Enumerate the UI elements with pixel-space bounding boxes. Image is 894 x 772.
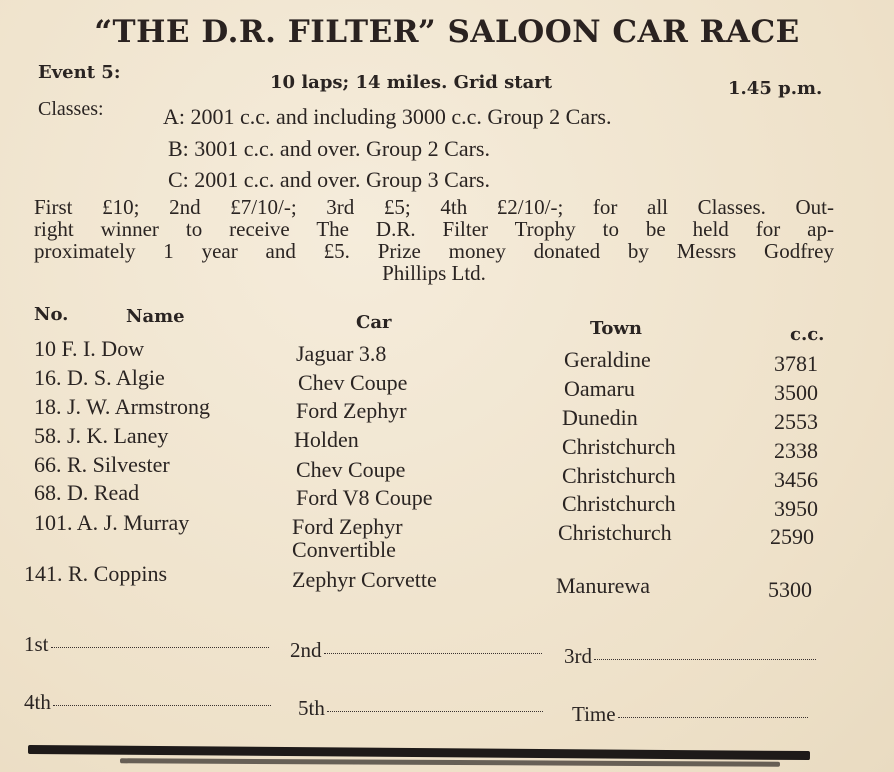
entry-cc: 2553 — [774, 409, 818, 434]
prize-line: First £10; 2nd £7/10/-; 3rd £5; 4th £2/10/-; for all Classes. Out- — [34, 195, 834, 219]
entry-number-name: 141. R. Coppins — [24, 561, 168, 586]
entry-town: Manurewa — [556, 573, 651, 598]
event-details: 10 laps; 14 miles. Grid start — [270, 72, 553, 93]
class-a: A: 2001 c.c. and including 3000 c.c. Group 2 Cars. — [163, 104, 612, 129]
classes-label: Classes: — [38, 98, 104, 120]
result-third-label: 3rd — [564, 644, 592, 668]
entry-town: Christchurch — [562, 491, 676, 516]
entry-car: Ford Zephyr — [296, 398, 407, 423]
result-time-line[interactable] — [618, 716, 808, 718]
result-third-line[interactable] — [594, 658, 816, 660]
event-label: Event 5: — [38, 62, 121, 83]
result-fourth — [24, 690, 271, 715]
entry-number-name: 101. A. J. Murray — [34, 510, 190, 535]
entry-town: Christchurch — [558, 520, 672, 545]
result-time-label: Time — [572, 702, 616, 726]
result-second — [290, 638, 542, 663]
header-no: No. — [34, 304, 69, 325]
entry-cc: 2338 — [774, 438, 818, 463]
entry-car: Chev Coupe — [298, 370, 408, 395]
entry-cc: 3456 — [774, 467, 818, 492]
result-fourth-label: 4th — [24, 690, 51, 714]
prize-line: proximately 1 year and £5. Prize money donated by Messrs Godfrey — [34, 239, 834, 263]
prize-line: Phillips Ltd. — [382, 261, 486, 285]
entry-town: Christchurch — [562, 434, 676, 459]
result-fifth-line[interactable] — [327, 710, 543, 712]
entry-town: Oamaru — [564, 376, 635, 401]
result-second-line[interactable] — [324, 652, 542, 654]
entry-car: Ford V8 Coupe — [296, 485, 433, 510]
bottom-rule-shadow — [120, 758, 780, 766]
header-name: Name — [126, 306, 185, 327]
page-title: “THE D.R. FILTER” SALOON CAR RACE — [94, 14, 800, 50]
entry-car: Ford Zephyr — [292, 514, 403, 539]
entry-town: Dunedin — [562, 405, 638, 430]
result-time — [572, 702, 808, 727]
entry-cc: 3500 — [774, 380, 818, 405]
entry-cc: 3950 — [774, 496, 818, 521]
entry-number-name: 10 F. I. Dow — [34, 336, 145, 361]
result-first-line[interactable] — [51, 646, 269, 648]
prize-paragraph — [34, 196, 834, 284]
class-b: B: 3001 c.c. and over. Group 2 Cars. — [168, 136, 490, 161]
entry-car: Holden — [294, 427, 359, 452]
entry-car: Jaguar 3.8 — [296, 341, 387, 366]
entry-number-name: 58. J. K. Laney — [34, 423, 169, 448]
entry-car-line2: Convertible — [292, 537, 396, 562]
result-first-label: 1st — [24, 632, 49, 656]
entry-cc: 5300 — [768, 577, 812, 602]
entry-number-name: 66. R. Silvester — [34, 452, 170, 477]
header-cc: c.c. — [790, 324, 825, 345]
entry-cc: 2590 — [770, 524, 814, 549]
entry-number-name: 16. D. S. Algie — [34, 365, 165, 390]
result-first — [24, 632, 269, 657]
class-c: C: 2001 c.c. and over. Group 3 Cars. — [168, 167, 490, 192]
header-town: Town — [590, 318, 642, 339]
entry-car: Chev Coupe — [296, 457, 406, 482]
result-second-label: 2nd — [290, 638, 322, 662]
result-fourth-line[interactable] — [53, 704, 271, 706]
result-fifth — [298, 696, 543, 721]
entry-number-name: 18. J. W. Armstrong — [34, 394, 211, 419]
entry-town: Christchurch — [562, 463, 676, 488]
entry-town: Geraldine — [564, 347, 651, 372]
entry-car: Zephyr Corvette — [292, 567, 437, 592]
event-time: 1.45 p.m. — [728, 78, 823, 99]
entry-number-name: 68. D. Read — [34, 480, 140, 505]
prize-line: right winner to receive The D.R. Filter Trophy to be held for ap- — [34, 217, 834, 241]
entry-cc: 3781 — [774, 351, 818, 376]
result-third — [564, 644, 816, 669]
result-fifth-label: 5th — [298, 696, 325, 720]
header-car: Car — [356, 312, 392, 333]
